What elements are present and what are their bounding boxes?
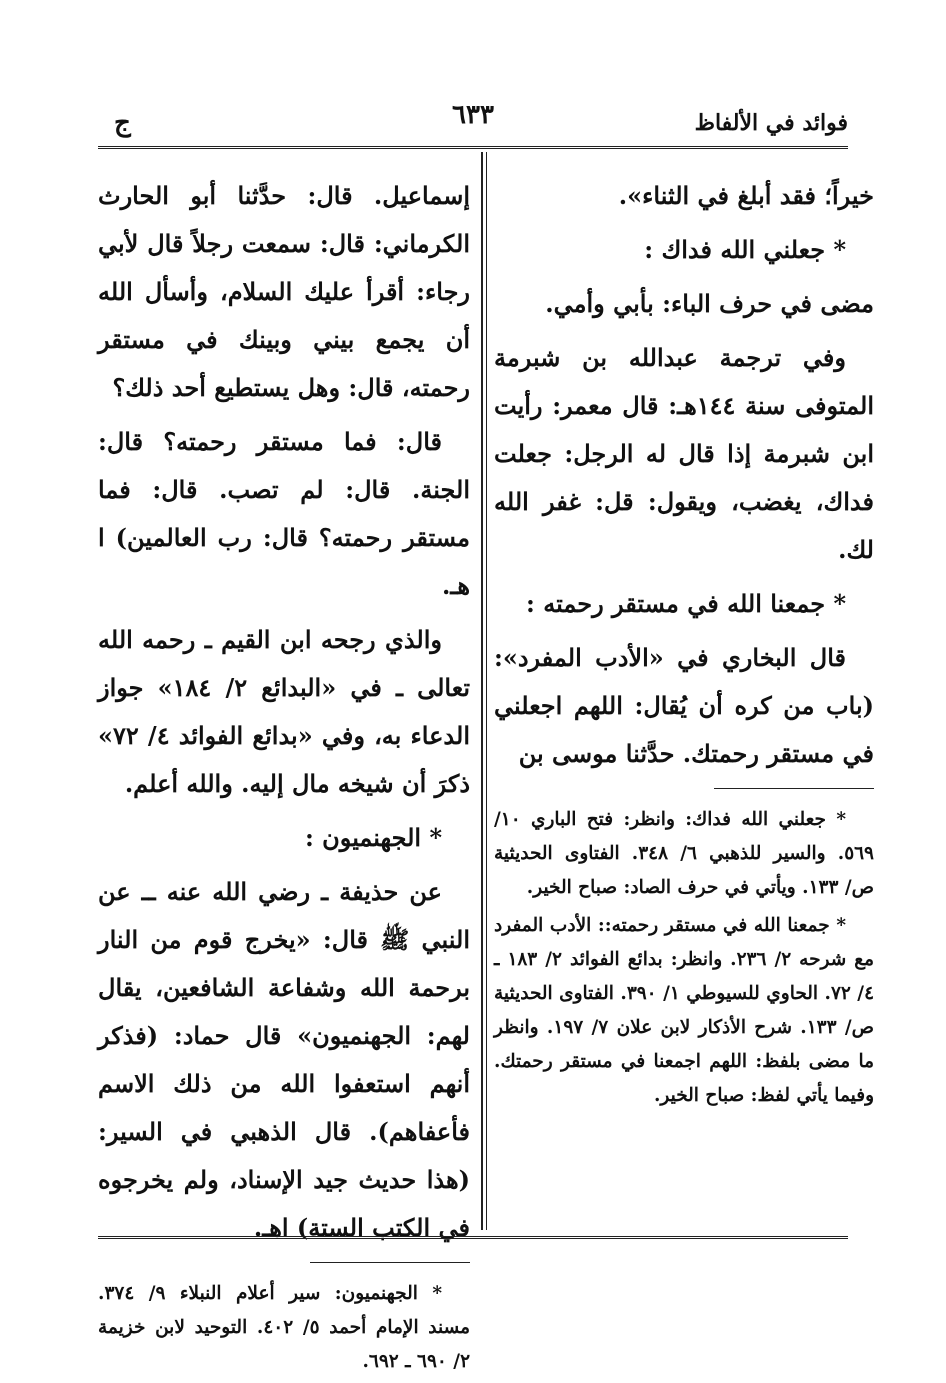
header-rule [98,146,848,149]
paragraph: مضى في حرف الباء: بأبي وأمي. [545,289,874,318]
paragraph: إسماعيل. قال: حدَّثنا أبو الحارث الكرماني: قال: سمعت رجلاً قال لأبي رجاء: أقرأ عليك السلام، وأسأل الله أن يجمع بيني وبينك في مستقر رحمته، قال: وهل يستطيع أحد ذلك؟ [98,181,470,402]
entry-heading: * جمعنا الله في مستقر رحمته : [526,589,846,618]
page-header [98,96,848,144]
column-divider [481,152,483,1230]
footnotes [98,1277,470,1379]
footnotes [494,803,874,1113]
section-letter: ج [114,108,131,138]
paragraph: خيراً؛ فقد أبلغ في الثناء». [618,181,874,210]
footnote-separator [714,788,874,789]
paragraph: والذي رجحه ابن القيم ـ رحمه الله تعالى ـ في «البدائع ٢/ ١٨٤» جواز الدعاء به، وفي «بدائع الفوائد ٤/ ٧٢» ذكرَ أن شيخه مال إليه. والله أعلم. [98,625,470,798]
paragraph: قال البخاري في «الأدب المفرد»: (باب من كره أن يُقال: اللهم اجعلني في مستقر رحمتك. حدَّثنا موسى بن [494,643,874,768]
left-column [98,172,470,1383]
footnote: * جعلني الله فداك: وانظر: فتح الباري ١٠/ ٥٦٩. والسير للذهبي ٦/ ٣٤٨. الفتاوى الحديثية ص/ ١٣٣. ويأتي في حرف الصاد: صباح الخير. [494,809,874,898]
page-number: ٦٣٣ [452,100,494,130]
footnote: * جمعنا الله في مستقر رحمته:: الأدب المفرد مع شرحه ٢/ ٢٣٦. وانظر: بدائع الفوائد ٢/ ١٨٣ ـ ٤/ ٧٢. الحاوي للسيوطي ١/ ٣٩٠. الفتاوى الحديثية ص/ ١٣٣. شرح الأذكار لابن علان ٧/ ١٩٧. وانظر ما مضى بلفظ: اللهم اجمعنا في مستقر رحمتك. وفيما يأتي لفظ: صباح الخير. [494,915,874,1106]
running-title: فوائد في الألفاظ [694,110,848,136]
footnote: * الجهنميون: سير أعلام النبلاء ٩/ ٣٧٤. مسند الإمام أحمد ٥/ ٤٠٢. التوحيد لابن خزيمة ٢/ ٦٩٠ ـ ٦٩٢. [98,1283,470,1372]
paragraph: عن حذيفة ـ رضي الله عنه ــ عن النبي ﷺ قال: «يخرج قوم من النار برحمة الله وشفاعة الشافعين، يقال لهم: الجهنميون» قال حماد: (فذكر أنهم استعفوا الله من ذلك الاسم فأعفاهم). قال الذهبي في السير: (هذا حديث جيد الإسناد، ولم يخرجوه في الكتب الستة) اهـ. [98,877,470,1242]
entry-heading: * جعلني الله فداك : [644,235,846,264]
footnote-separator [310,1262,470,1263]
column-divider-inner [486,152,487,1230]
footer-rule [98,1236,848,1239]
entry-heading: * الجهنميون : [304,823,442,852]
paragraph: وفي ترجمة عبدالله بن شبرمة المتوفى سنة ١٤٤هـ: قال معمر: رأيت ابن شبرمة إذا قال له الرجل: جعلت فداك، يغضب، ويقول: قل: غفر الله لك. [494,343,875,564]
right-column [494,172,874,1117]
paragraph: قال: فما مستقر رحمته؟ قال: الجنة. قال: لم تصب. قال: فما مستقر رحمته؟ قال: رب العالمين) ا هـ. [98,427,470,600]
